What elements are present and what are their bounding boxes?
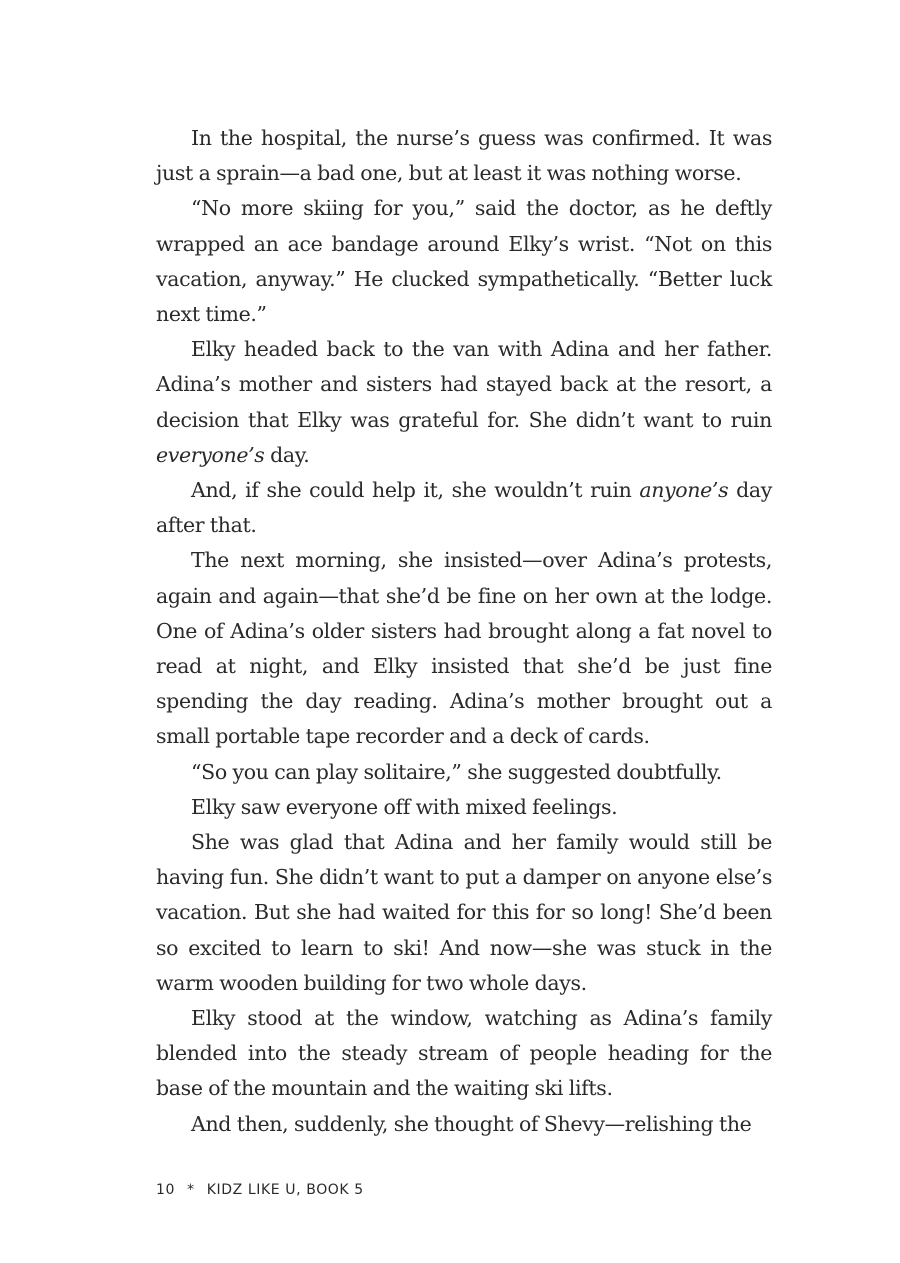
book-title: KIDZ LIKE U, BOOK 5	[206, 1182, 364, 1198]
paragraph	[156, 332, 772, 473]
running-footer	[156, 1182, 364, 1198]
footer-separator: *	[187, 1182, 195, 1198]
italic-text: anyone’s	[639, 478, 729, 503]
text-run: Elky saw everyone off with mixed feelings.	[191, 794, 618, 819]
text-run: She was glad that Adina and her family would still be having fun. She didn’t want to put a damper on anyone else’s vacation. But she had waited for this for so long! She’d been so excited to learn to ski! And now—she was stuck in the warm wooden building for two whole days.	[156, 830, 772, 995]
page-number: 10	[156, 1182, 176, 1198]
text-run: In the hospital, the nurse’s guess was confirmed. It was just a sprain—a bad one, but at least it was nothing worse.	[156, 126, 772, 186]
text-run: Elky stood at the window, watching as Adina’s family blended into the steady stream of people heading for the base of the mountain and the waiting ski lifts.	[156, 1006, 772, 1101]
paragraph	[156, 121, 772, 191]
italic-text: everyone’s	[156, 442, 265, 467]
paragraph	[156, 1001, 772, 1107]
text-run: day after that.	[156, 478, 773, 538]
paragraph	[156, 473, 772, 543]
text-run: The next morning, she insisted—over Adina’s protests, again and again—that she’d be fine on her own at the lodge. One of Adina’s older sisters had brought along a fat novel to read at night, and Elky insisted that she’d be just fine spending the day reading. Adina’s mother brought out a small portable tape recorder and a deck of cards.	[156, 548, 772, 749]
text-run: day.	[264, 442, 310, 467]
text-run: And then, suddenly, she thought of Shevy—relishing the	[191, 1111, 752, 1136]
paragraph	[156, 191, 772, 332]
text-run: “No more skiing for you,” said the doctor, as he deftly wrapped an ace bandage around Elky’s wrist. “Not on this vacation, anyway.” He clucked sympathetically. “Better luck next time.”	[156, 196, 772, 327]
paragraph	[156, 825, 772, 1001]
text-run: And, if she could help it, she wouldn’t ruin	[191, 478, 640, 503]
text-run: “So you can play solitaire,” she suggested doubtfully.	[191, 759, 722, 784]
body-text	[156, 121, 772, 1142]
paragraph	[156, 1107, 772, 1142]
text-run: Elky headed back to the van with Adina and her father. Adina’s mother and sisters had stayed back at the resort, a decision that Elky was grateful for. She didn’t want to ruin	[156, 337, 772, 432]
paragraph	[156, 755, 772, 790]
paragraph	[156, 790, 772, 825]
paragraph	[156, 543, 772, 754]
